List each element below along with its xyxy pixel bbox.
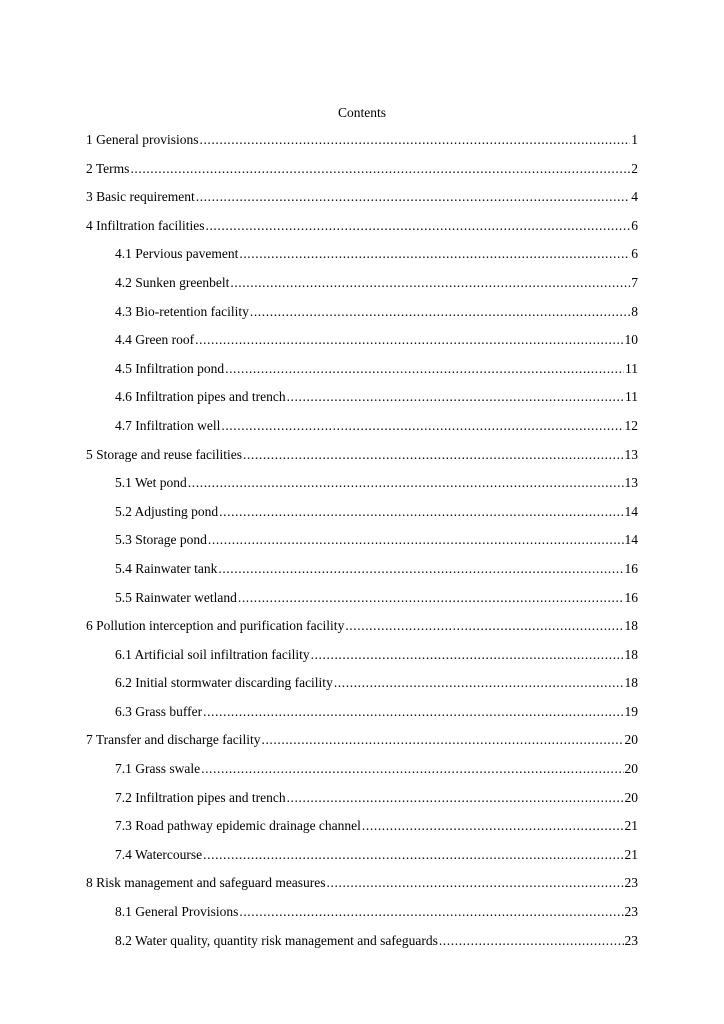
toc-entry-page-number: 18 [624,675,638,691]
toc-entry-page-number: 13 [624,446,638,462]
toc-entry-page-number: 23 [624,875,638,891]
toc-entry[interactable] [86,416,638,445]
toc-dot-leader [188,473,624,493]
toc-entry-label: 5.2 Adjusting pond [115,503,219,519]
toc-entry[interactable] [86,702,638,731]
toc-entry-label: 5.5 Rainwater wetland [115,589,237,605]
toc-entry[interactable] [86,588,638,617]
toc-dot-leader [199,130,630,150]
toc-entry-label: 5.3 Storage pond [115,532,207,548]
toc-entry[interactable] [86,759,638,788]
toc-entry[interactable] [86,788,638,817]
toc-entry-page-number: 6 [631,246,638,262]
toc-entry-label: 5.1 Wet pond [115,475,187,491]
toc-dot-leader [334,673,624,693]
toc-entry-page-number: 20 [624,732,638,748]
toc-entry-page-number: 21 [624,846,638,862]
toc-entry[interactable] [86,387,638,416]
table-of-contents [86,130,638,959]
toc-entry-label: 5.4 Rainwater tank [115,560,218,576]
toc-entry-page-number: 8 [631,303,638,319]
toc-entry[interactable] [86,616,638,645]
toc-entry-page-number: 18 [624,618,638,634]
toc-entry-label: 4.6 Infiltration pipes and trench [115,389,286,405]
toc-entry-page-number: 13 [624,475,638,491]
toc-entry[interactable] [86,931,638,960]
toc-entry-label: 8 Risk management and safeguard measures [86,875,326,891]
toc-entry[interactable] [86,445,638,474]
toc-entry[interactable] [86,502,638,531]
toc-dot-leader [208,530,624,550]
toc-entry-label: 5 Storage and reuse facilities [86,446,242,462]
toc-dot-leader [362,816,624,836]
toc-entry-page-number: 6 [631,217,638,233]
toc-entry-page-number: 18 [624,646,638,662]
toc-entry-page-number: 7 [631,274,638,290]
toc-entry-label: 4.5 Infiltration pond [115,360,225,376]
toc-entry-label: 7.3 Road pathway epidemic drainage channel [115,818,361,834]
toc-entry-label: 6.2 Initial stormwater discarding facility [115,675,333,691]
toc-entry-label: 4.2 Sunken greenbelt [115,274,230,290]
toc-entry-label: 2 Terms [86,160,130,176]
toc-dot-leader [218,559,623,579]
toc-entry-page-number: 20 [624,761,638,777]
toc-dot-leader [327,873,624,893]
toc-dot-leader [439,931,624,951]
toc-entry-page-number: 16 [624,589,638,605]
toc-entry[interactable] [86,130,638,159]
toc-dot-leader [221,416,623,436]
toc-entry[interactable] [86,273,638,302]
toc-entry-label: 7.1 Grass swale [115,761,201,777]
toc-entry[interactable] [86,530,638,559]
toc-entry-page-number: 12 [624,417,638,433]
toc-entry-label: 6.3 Grass buffer [115,703,203,719]
toc-entry[interactable] [86,473,638,502]
toc-entry-page-number: 23 [624,904,638,920]
toc-dot-leader [345,616,623,636]
toc-dot-leader [239,902,623,922]
toc-entry-label: 4 Infiltration facilities [86,217,205,233]
toc-entry-page-number: 16 [624,560,638,576]
toc-entry-label: 8.2 Water quality, quantity risk management and safeguards [115,932,438,948]
toc-entry[interactable] [86,559,638,588]
toc-dot-leader [195,330,623,350]
toc-entry-page-number: 11 [625,389,638,405]
toc-entry-label: 4.4 Green roof [115,332,195,348]
toc-entry[interactable] [86,159,638,188]
toc-entry[interactable] [86,873,638,902]
toc-entry-label: 3 Basic requirement [86,189,195,205]
toc-entry[interactable] [86,330,638,359]
toc-entry[interactable] [86,730,638,759]
toc-entry-page-number: 14 [624,532,638,548]
toc-entry-page-number: 4 [631,189,638,205]
toc-entry[interactable] [86,902,638,931]
toc-entry-page-number: 11 [625,360,638,376]
toc-dot-leader [196,187,631,207]
toc-dot-leader [261,730,623,750]
toc-dot-leader [203,702,623,722]
toc-entry-page-number: 1 [631,132,638,147]
toc-entry[interactable] [86,187,638,216]
toc-entry-page-number: 20 [624,789,638,805]
toc-dot-leader [238,588,624,608]
toc-entry-label: 4.1 Pervious pavement [115,246,239,262]
toc-entry-page-number: 19 [624,703,638,719]
toc-entry-label: 7.4 Watercourse [115,846,203,862]
toc-entry-label: 7 Transfer and discharge facility [86,732,261,748]
toc-entry[interactable] [86,216,638,245]
toc-dot-leader [311,645,624,665]
toc-entry-label: 6.1 Artificial soil infiltration facility [115,646,310,662]
toc-entry[interactable] [86,302,638,331]
toc-dot-leader [239,244,630,264]
toc-dot-leader [287,387,624,407]
toc-entry-label: 1 General provisions [86,132,199,147]
toc-entry[interactable] [86,673,638,702]
toc-dot-leader [230,273,630,293]
toc-entry[interactable] [86,244,638,273]
toc-dot-leader [205,216,630,236]
toc-entry-page-number: 23 [624,932,638,948]
toc-dot-leader [287,788,624,808]
toc-dot-leader [201,759,623,779]
toc-dot-leader [130,159,630,179]
toc-dot-leader [250,302,630,322]
toc-entry-label: 4.3 Bio-retention facility [115,303,249,319]
toc-entry[interactable] [86,645,638,674]
toc-dot-leader [243,445,624,465]
toc-entry-page-number: 21 [624,818,638,834]
toc-dot-leader [203,845,623,865]
toc-dot-leader [219,502,623,522]
toc-entry[interactable] [86,359,638,388]
toc-entry[interactable] [86,845,638,874]
toc-entry-label: 6 Pollution interception and purification facility [86,618,345,634]
toc-dot-leader [225,359,624,379]
page-title: Contents [337,105,386,120]
toc-entry-label: 7.2 Infiltration pipes and trench [115,789,286,805]
toc-entry-page-number: 2 [631,160,638,176]
toc-entry-label: 8.1 General Provisions [115,904,239,920]
toc-entry-page-number: 10 [624,332,638,348]
toc-entry[interactable] [86,816,638,845]
toc-entry-page-number: 14 [624,503,638,519]
toc-entry-label: 4.7 Infiltration well [115,417,221,433]
